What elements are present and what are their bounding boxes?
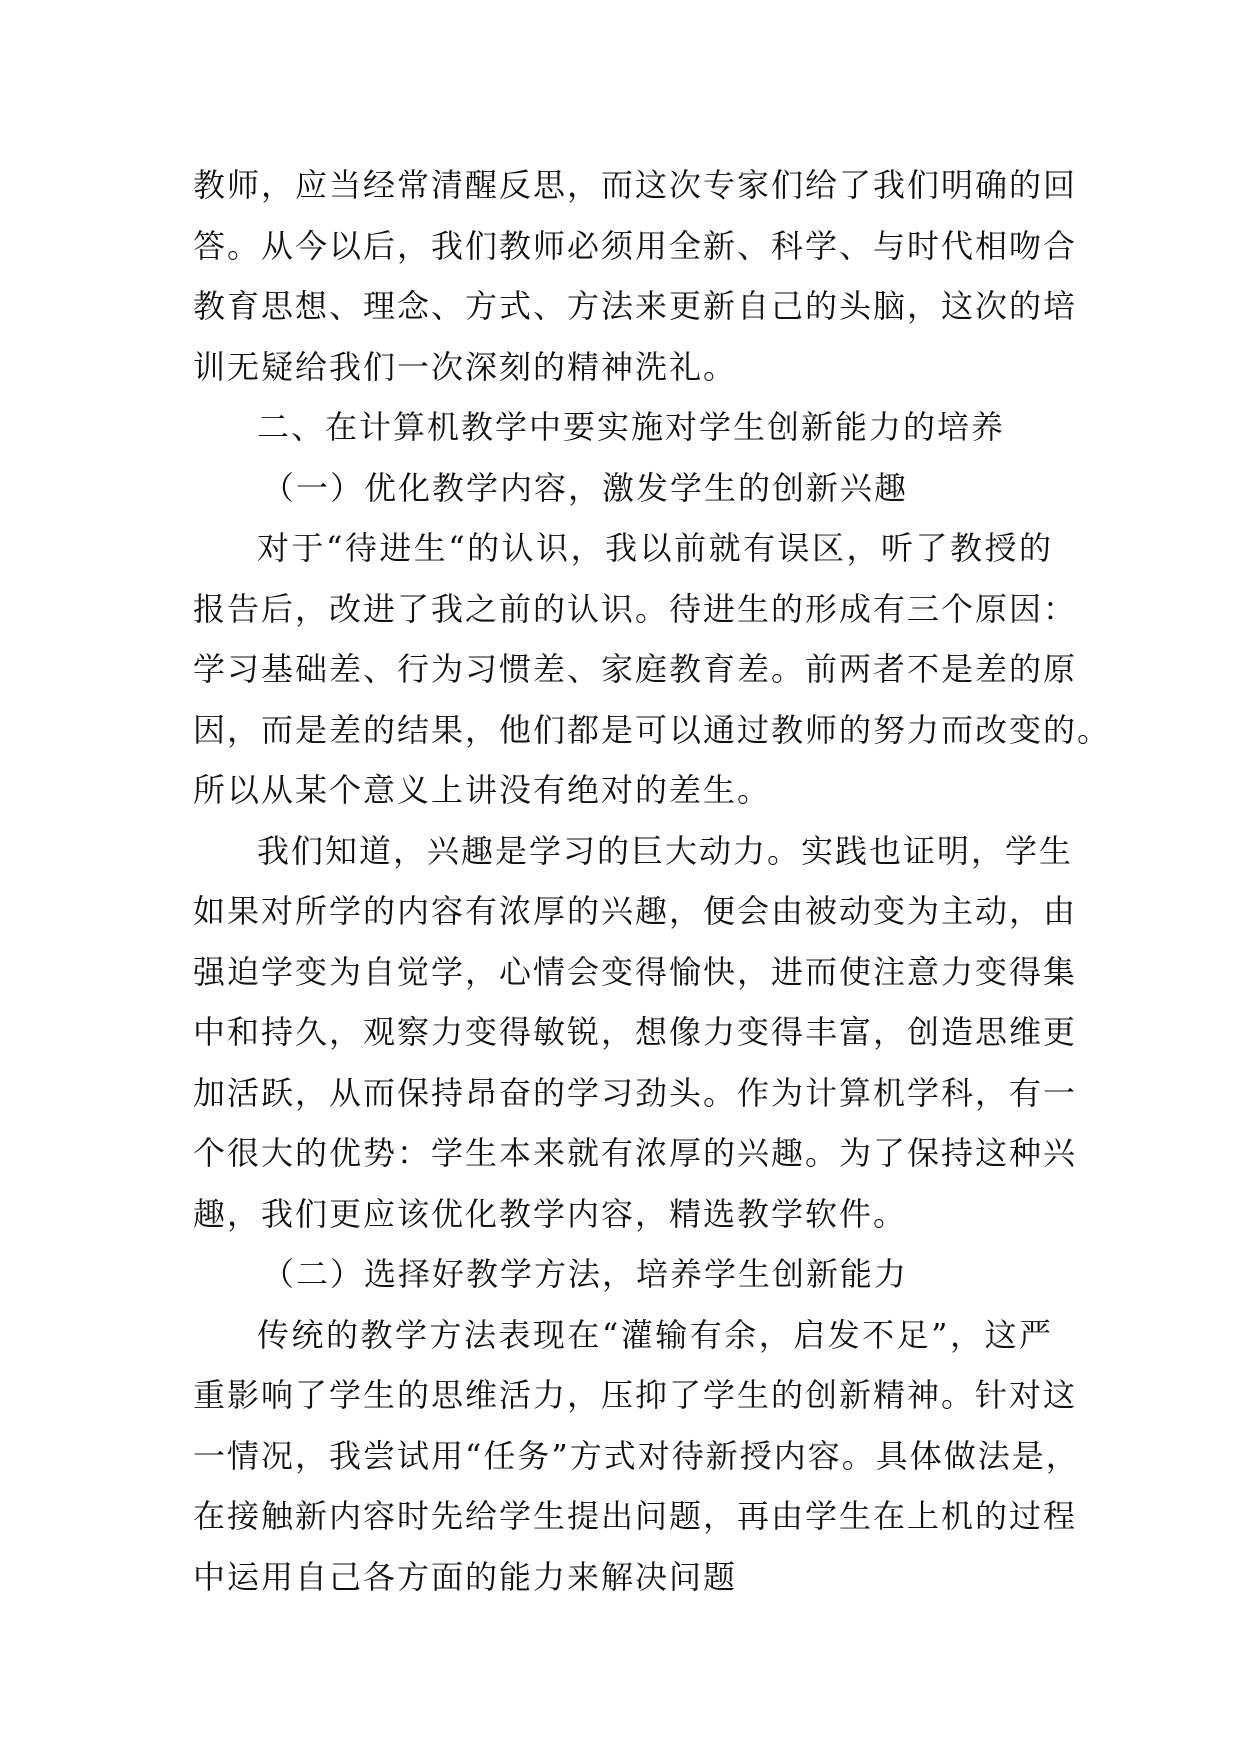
paragraph-line: 传统的教学方法表现在“灌输有余，启发不足”，这严 xyxy=(257,1315,1053,1354)
paragraph-line: 对于“待进生“的认识，我以前就有误区，听了教授的 xyxy=(257,529,1053,567)
paragraph-line: 我们知道，兴趣是学习的巨大动力。实践也证明，学生 xyxy=(257,831,1074,870)
paragraph-line: 重影响了学生的思维活力，压抑了学生的创新精神。针对这 xyxy=(193,1376,1078,1414)
paragraph-line: 教育思想、理念、方式、方法来更新自己的头脑，这次的培 xyxy=(193,287,1078,325)
paragraph-line: 如果对所学的内容有浓厚的兴趣，便会由被动变为主动，由 xyxy=(193,892,1078,930)
paragraph-line: 所以从某个意义上讲没有绝对的差生。 xyxy=(193,771,772,809)
paragraph-line: 因，而是差的结果，他们都是可以通过教师的努力而改变的。 xyxy=(193,710,1112,749)
paragraph-line: 学习基础差、行为习惯差、家庭教育差。前两者不是差的原 xyxy=(193,650,1078,688)
paragraph-line: 趣，我们更应该优化教学内容，精选教学软件。 xyxy=(193,1194,908,1233)
subsection-heading: （二）选择好教学方法，培养学生创新能力 xyxy=(262,1255,909,1293)
paragraph-line: 在接触新内容时先给学生提出问题，再由学生在上机的过程 xyxy=(193,1497,1078,1535)
paragraph-line: 中和持久，观察力变得敏锐，想像力变得丰富，创造思维更 xyxy=(193,1013,1078,1051)
section-heading: 二、在计算机教学中要实施对学生创新能力的培养 xyxy=(257,408,1006,446)
subsection-heading: （一）优化教学内容，激发学生的创新兴趣 xyxy=(262,468,909,507)
paragraph-line: 加活跃，从而保持昂奋的学习劲头。作为计算机学科，有一 xyxy=(193,1073,1078,1112)
paragraph-line: 报告后，改进了我之前的认识。待进生的形成有三个原因： xyxy=(193,589,1078,628)
document-body xyxy=(193,155,1112,1607)
paragraph-line: 强迫学变为自觉学，心情会变得愉快，进而使注意力变得集 xyxy=(193,952,1078,991)
paragraph-line: 教师，应当经常清醒反思，而这次专家们给了我们明确的回 xyxy=(193,166,1078,204)
paragraph-line: 个很大的优势：学生本来就有浓厚的兴趣。为了保持这种兴 xyxy=(193,1134,1078,1172)
paragraph-line: 训无疑给我们一次深刻的精神洗礼。 xyxy=(193,347,738,386)
paragraph-line: 中运用自己各方面的能力来解决问题 xyxy=(193,1557,738,1596)
paragraph-line: 答。从今以后，我们教师必须用全新、科学、与时代相吻合 xyxy=(193,226,1078,265)
paragraph-line: 一情况，我尝试用“任务”方式对待新授内容。具体做法是， xyxy=(193,1436,1080,1475)
